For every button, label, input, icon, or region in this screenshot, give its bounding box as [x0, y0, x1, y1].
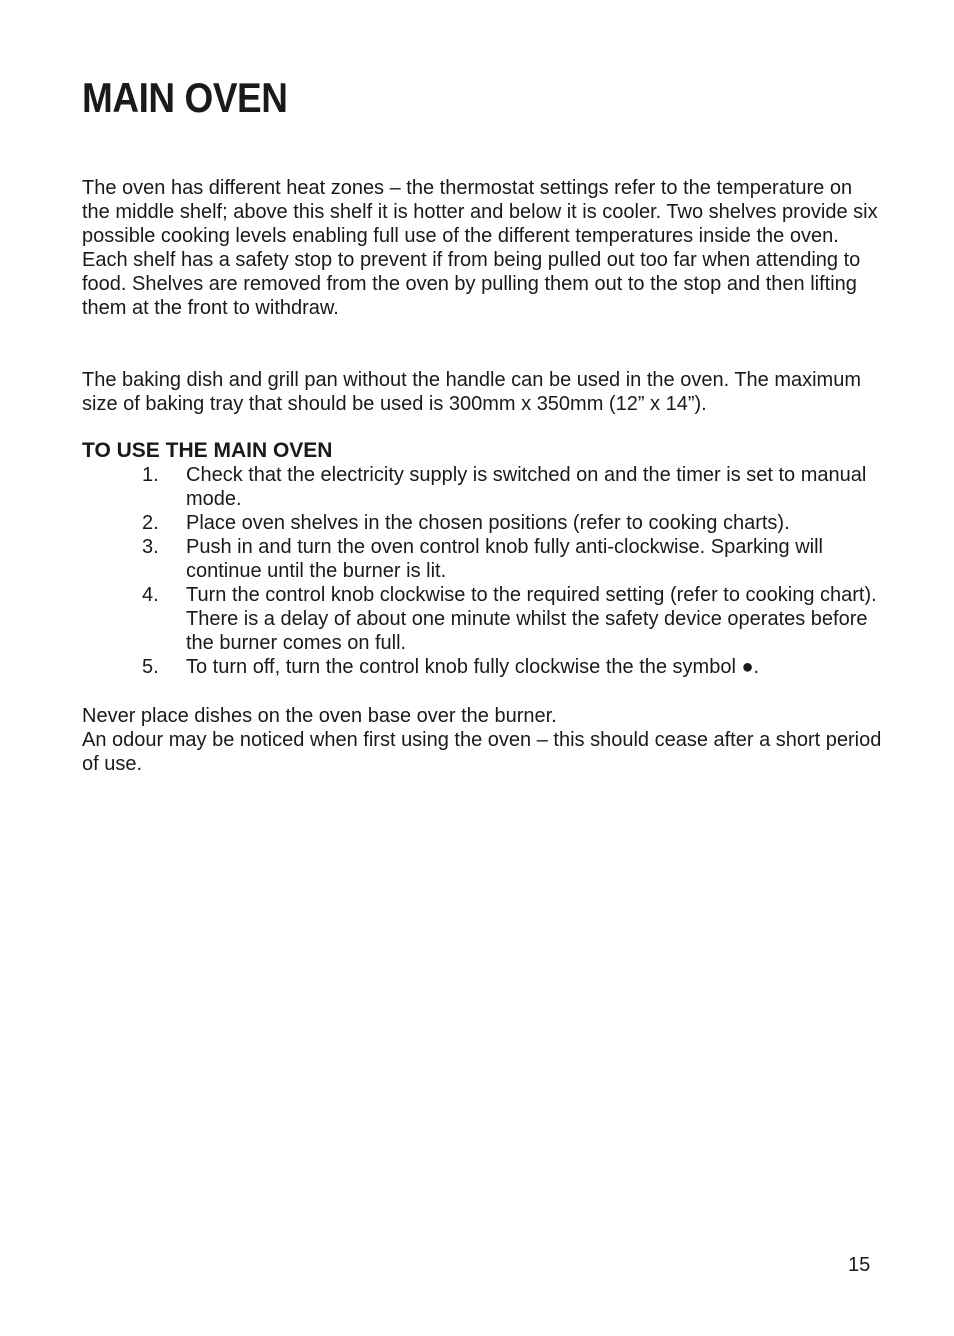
- step-item: [82, 511, 882, 535]
- baking-section: [82, 368, 882, 416]
- note-burner: Never place dishes on the oven base over the burner.: [82, 705, 557, 727]
- step-item: [82, 535, 882, 583]
- step-item: [82, 655, 882, 679]
- baking-paragraph: The baking dish and grill pan without the handle can be used in the oven. The maximum size of baking tray that should be used is 300mm x 350mm (12” x 14”).: [82, 369, 862, 415]
- step-text: Place oven shelves in the chosen positions (refer to cooking charts).: [186, 512, 790, 534]
- step-text: Push in and turn the oven control knob fully anti-clockwise. Sparking will continue until the burner is lit.: [186, 536, 823, 582]
- step-number: 5.: [142, 656, 159, 678]
- step-text: To turn off, turn the control knob fully clockwise the the symbol ●.: [186, 656, 760, 678]
- step-item: [82, 583, 882, 655]
- page-number: 15: [848, 1254, 871, 1276]
- page-title: MAIN OVEN: [82, 74, 288, 121]
- intro-paragraph-heat-zones: The oven has different heat zones – the thermostat settings refer to the temperature on the middle shelf; above this shelf it is hotter and below it is cooler. Two shelves provide six possible cooking levels enabling full use of the different temperatures inside the oven.: [82, 177, 878, 247]
- step-text: Check that the electricity supply is switched on and the timer is set to manual mode.: [186, 464, 867, 510]
- step-item: [82, 463, 882, 511]
- step-number: 4.: [142, 584, 159, 606]
- section-heading: TO USE THE MAIN OVEN: [82, 439, 333, 462]
- step-number: 3.: [142, 536, 159, 558]
- step-text: Turn the control knob clockwise to the required setting (refer to cooking chart). There is a delay of about one minute whilst the safety device operates before the burner comes on full.: [186, 584, 877, 654]
- step-number: 2.: [142, 512, 159, 534]
- intro-section: [82, 176, 882, 320]
- notes-section: [82, 704, 882, 776]
- intro-paragraph-safety-stop: Each shelf has a safety stop to prevent if from being pulled out too far when attending to food. Shelves are removed from the oven by pulling them out to the stop and then lifting them at the front to withdraw.: [82, 249, 861, 319]
- steps-list: [82, 463, 882, 679]
- step-number: 1.: [142, 464, 159, 486]
- note-odour: An odour may be noticed when first using the oven – this should cease after a short period of use.: [82, 729, 882, 775]
